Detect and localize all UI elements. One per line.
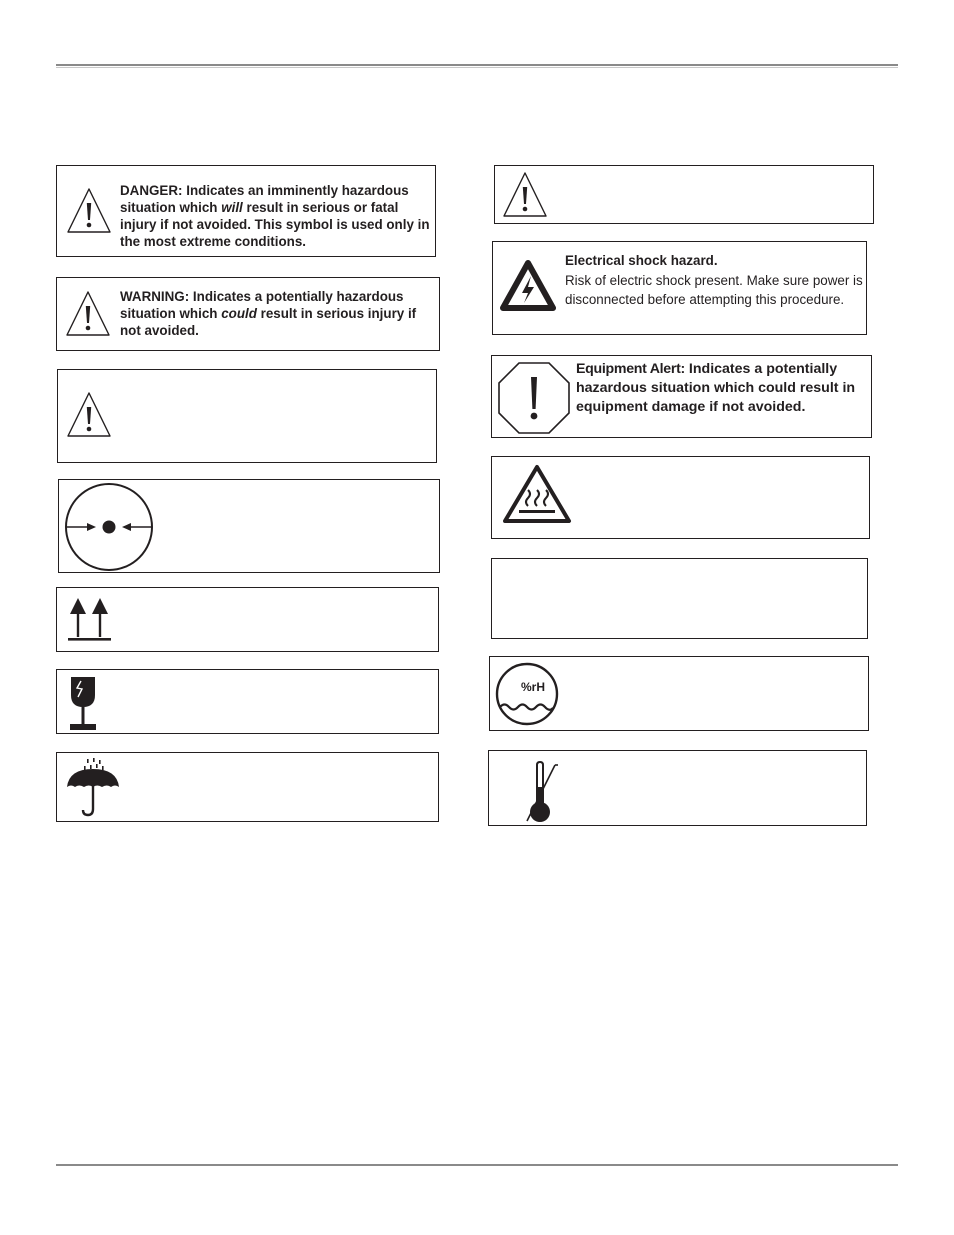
warning-symbol-box [56, 277, 440, 351]
blank-symbol-box [491, 558, 868, 639]
warning-label: WARNING: [120, 289, 190, 304]
hot-surface-icon [502, 463, 572, 525]
footer-rule [56, 1164, 898, 1166]
humidity-icon [494, 661, 560, 727]
center-of-gravity-box [58, 479, 440, 573]
electrical-shock-box [492, 241, 867, 335]
this-side-up-box [56, 587, 439, 652]
warning-description: WARNING: Indicates a potentially hazardous situation which could result in serious injury if not avoided. [120, 289, 417, 338]
humidity-label: %rH [521, 680, 546, 694]
temperature-box [488, 750, 867, 826]
warning-triangle-icon [64, 289, 112, 339]
equipment-alert-box [491, 355, 872, 438]
electric-shock-icon [500, 260, 556, 312]
thermometer-icon [521, 761, 561, 825]
electrical-shock-title: Electrical shock hazard. [565, 253, 718, 268]
general-warning-box [494, 165, 874, 224]
center-of-gravity-icon [63, 482, 155, 572]
danger-description: DANGER: Indicates an imminently hazardous situation which will result in serious or fatal injury if not avoided. This symbol is used only in the most extreme conditions. [120, 183, 430, 249]
equipment-alert-description: Equipment Alert: Indicates a potentially hazardous situation which could result in equipment damage if not avoided. [576, 361, 856, 415]
this-way-up-arrows-icon [67, 596, 113, 644]
danger-label: DANGER: [120, 183, 183, 198]
header-rule [56, 64, 898, 68]
danger-symbol-box [56, 165, 436, 257]
umbrella-rain-icon [65, 757, 121, 819]
fragile-box [56, 669, 439, 734]
hot-surface-box [491, 456, 870, 539]
keep-dry-box [56, 752, 439, 822]
warning-triangle-icon [65, 390, 113, 440]
caution-symbol-box [57, 369, 437, 463]
equipment-alert-label: Equipment Alert: [576, 361, 685, 377]
fragile-glass-icon [67, 675, 99, 733]
humidity-box [489, 656, 869, 731]
electrical-shock-body: Risk of electric shock present. Make sure power is disconnected before attempting this procedure. [565, 273, 863, 307]
warning-triangle-icon [65, 186, 113, 236]
octagon-exclamation-icon [497, 361, 571, 435]
warning-triangle-icon [501, 170, 549, 220]
